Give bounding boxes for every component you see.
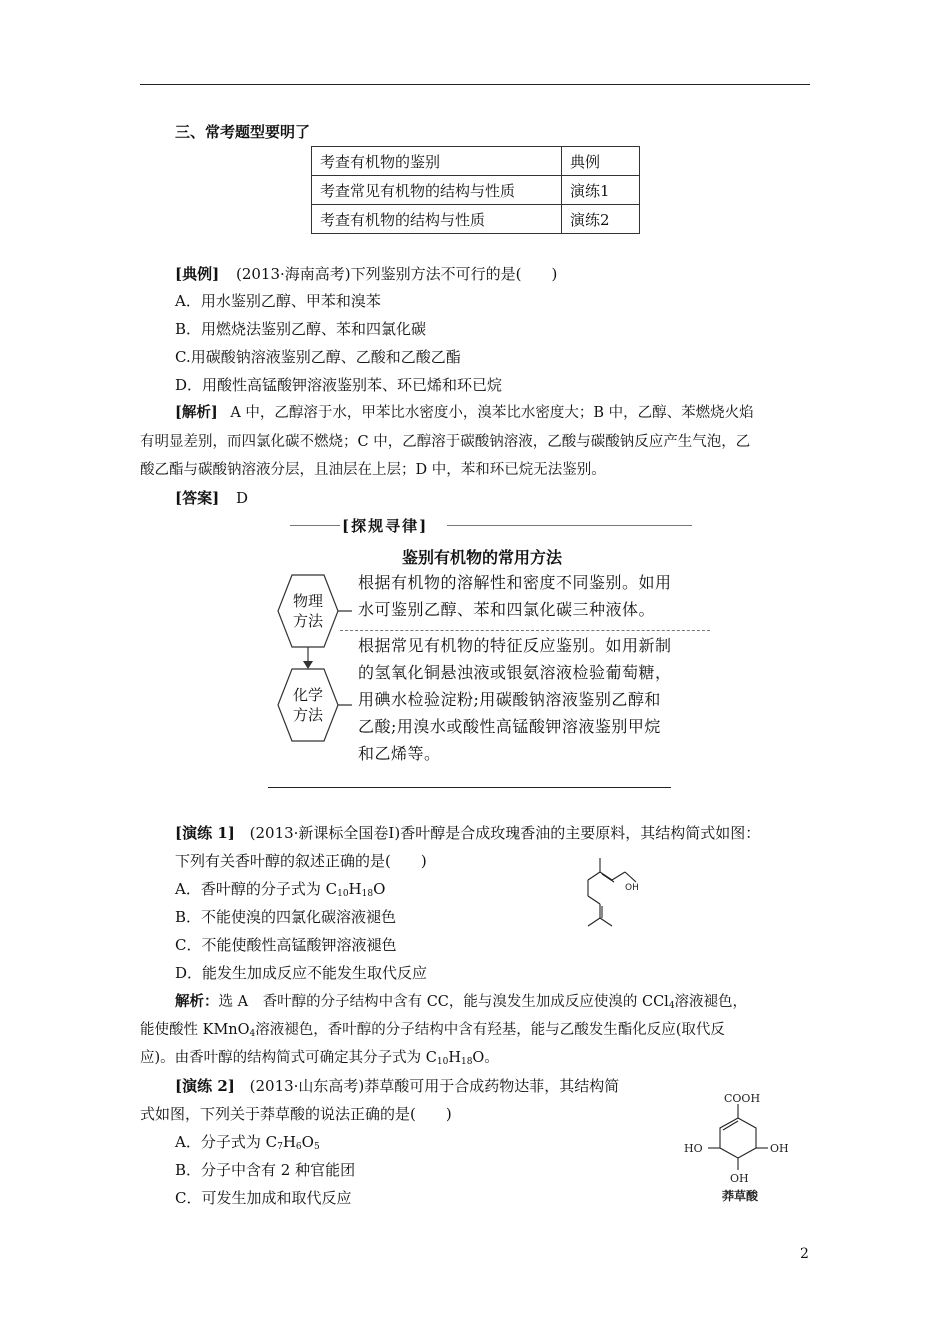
section-title: 三、常考题型要明了 xyxy=(175,123,311,141)
drill2-option-c: C．可发生加成和取代反应 xyxy=(175,1189,352,1207)
drill1-analysis-line xyxy=(140,1048,499,1072)
geraniol-structure xyxy=(570,852,650,942)
drill2-tag: [演练 2] xyxy=(175,1077,235,1095)
analysis-text: 能使酸性 KMnO xyxy=(140,1022,250,1038)
formula-part: O xyxy=(373,880,386,898)
chemical-line: 和乙烯等。 xyxy=(358,744,441,763)
formula-prefix: A．分子式为 C xyxy=(175,1133,278,1151)
question-type-table xyxy=(311,146,640,234)
tag-rule-right xyxy=(447,525,692,526)
table-cell: 典例 xyxy=(562,147,640,176)
shikimic-acid-structure xyxy=(680,1090,800,1210)
physical-line: 水可鉴别乙醇、苯和四氯化碳三种液体。 xyxy=(358,600,656,619)
example-stem: 下列鉴别方法不可行的是( ) xyxy=(350,265,558,283)
drill1-question: 下列有关香叶醇的叙述正确的是( ) xyxy=(175,852,427,870)
drill1-analysis-line xyxy=(140,1020,725,1044)
formula-part: H xyxy=(348,880,362,898)
drill1-header xyxy=(175,823,760,843)
oh-bottom-label: OH xyxy=(730,1172,749,1185)
table-cell: 考查有机物的结构与性质 xyxy=(312,205,562,234)
chemical-text xyxy=(358,632,710,767)
physical-line: 根据有机物的溶解性和密度不同鉴别。如用 xyxy=(358,573,672,592)
option-d: D．用酸性高锰酸钾溶液鉴别苯、环已烯和环已烷 xyxy=(175,376,503,394)
physical-label-2: 方法 xyxy=(292,612,323,630)
drill2-option-b: B．分子中含有 2 种官能团 xyxy=(175,1161,356,1179)
chemical-line: 的氢氧化铜悬浊液或银氨溶液检验葡萄糖， xyxy=(358,663,672,682)
example-tag: [典例] xyxy=(175,265,220,283)
formula-sub: 6 xyxy=(295,1142,302,1152)
cooh-label: COOH xyxy=(724,1092,761,1105)
answer-line xyxy=(175,488,248,508)
formula-sub: 10 xyxy=(436,1057,449,1067)
drill1-source: (2013·新课标全国卷Ⅰ) xyxy=(249,824,401,842)
analysis-text: 溶液褪色，香叶醇的分子结构中含有羟基，能与乙酸发生酯化反应(取代反 xyxy=(255,1022,725,1038)
physical-text xyxy=(358,569,710,623)
table-cell: 演练1 xyxy=(562,176,640,205)
formula-sub: 4 xyxy=(249,1029,256,1039)
analysis-line: 有明显差别，而四氯化碳不燃烧；C 中，乙醇溶于碳酸钠溶液，乙酸与碳酸钠反应产生气泡，乙 xyxy=(140,434,751,450)
table-cell: 考查有机物的鉴别 xyxy=(312,147,562,176)
drill2-source: (2013·山东高考) xyxy=(249,1077,365,1095)
page-number: 2 xyxy=(800,1246,809,1262)
drill2-intro: 莽草酸可用于合成药物达菲，其结构简 xyxy=(364,1077,620,1095)
formula-sub: 4 xyxy=(668,1001,675,1011)
analysis-tag: [解析] xyxy=(175,404,218,421)
drill1-option-d: D．能发生加成反应不能发生取代反应 xyxy=(175,964,428,982)
analysis-text: A 中，乙醇溶于水，甲苯比水密度小，溴苯比水密度大；B 中，乙醇、苯燃烧火焰 xyxy=(230,405,754,421)
ho-left-label: HO xyxy=(684,1142,703,1155)
header-rule xyxy=(140,84,810,85)
analysis-text: 选 A 香叶醇的分子结构中含有 CC，能与溴发生加成反应使溴的 CCl xyxy=(218,994,669,1010)
physical-label-1: 物理 xyxy=(292,592,323,610)
formula-part: H xyxy=(448,1050,461,1066)
option-c: C.用碳酸钠溶液鉴别乙醇、乙酸和乙酸乙酯 xyxy=(175,348,461,366)
method-tag-text: 探规寻律 xyxy=(351,517,420,535)
example-question xyxy=(175,264,557,284)
arrow-head xyxy=(303,661,313,669)
chemical-line: 乙酸;用溴水或酸性高锰酸钾溶液鉴别甲烷 xyxy=(358,717,661,736)
drill1-option-c: C．不能使酸性高锰酸钾溶液褪色 xyxy=(175,936,397,954)
analysis-text: 应)。由香叶醇的结构简式可确定其分子式为 C xyxy=(140,1050,437,1066)
table-row xyxy=(312,147,640,176)
chemical-line: 用碘水检验淀粉;用碳酸钠溶液鉴别乙醇和 xyxy=(358,690,661,709)
drill1-tag: [演练 1] xyxy=(175,824,235,842)
section-rule xyxy=(268,787,671,788)
table-cell: 考查常见有机物的结构与性质 xyxy=(312,176,562,205)
drill1-intro: 香叶醇是合成玫瑰香油的主要原料，其结构简式如图： xyxy=(400,824,761,842)
oh-right-label: OH xyxy=(770,1142,789,1155)
formula-sub: 18 xyxy=(361,889,374,899)
formula-sub: 5 xyxy=(313,1142,320,1152)
analysis-text: O。 xyxy=(472,1050,499,1066)
drill2-header xyxy=(175,1076,619,1096)
formula-prefix: A．香叶醇的分子式为 C xyxy=(175,880,338,898)
answer-value: D xyxy=(235,489,249,507)
drill1-analysis-line xyxy=(175,992,747,1016)
answer-tag: [答案] xyxy=(175,489,220,507)
oh-label: OH xyxy=(625,883,639,893)
formula-sub: 7 xyxy=(277,1142,283,1152)
method-box xyxy=(272,515,712,765)
method-title: 鉴别有机物的常用方法 xyxy=(402,548,563,567)
chemical-label-2: 方法 xyxy=(292,706,323,724)
formula-part: O xyxy=(301,1133,314,1151)
formula-sub: 10 xyxy=(337,889,349,899)
table-row xyxy=(312,176,640,205)
table-cell: 演练2 xyxy=(562,205,640,234)
drill2-option-a xyxy=(175,1132,320,1157)
drill1-analysis-tag: 解析： xyxy=(175,993,219,1010)
option-b: B．用燃烧法鉴别乙醇、苯和四氯化碳 xyxy=(175,320,427,338)
table-row xyxy=(312,205,640,234)
drill1-option-a xyxy=(175,879,385,904)
drill1-option-b: B．不能使溴的四氯化碳溶液褪色 xyxy=(175,908,397,926)
analysis-line: 酸乙酯与碳酸钠溶液分层，且油层在上层；D 中，苯和环已烷无法鉴别。 xyxy=(140,462,606,478)
chemical-label-1: 化学 xyxy=(292,686,323,704)
example-source: (2013·海南高考) xyxy=(235,265,351,283)
option-a: A．用水鉴别乙醇、甲苯和溴苯 xyxy=(175,292,381,310)
drill2-question: 式如图，下列关于莽草酸的说法正确的是( ) xyxy=(140,1105,452,1123)
formula-sub: 18 xyxy=(460,1057,473,1067)
method-divider xyxy=(340,630,710,631)
analysis-line xyxy=(175,403,754,423)
analysis-text: 溶液褪色， xyxy=(674,994,748,1010)
method-tag: [探规寻律] xyxy=(342,517,429,535)
formula-part: H xyxy=(282,1133,296,1151)
chemical-line: 根据常见有机物的特征反应鉴别。如用新制 xyxy=(358,636,672,655)
structure-name: 莽草酸 xyxy=(722,1189,759,1203)
tag-rule-left xyxy=(290,525,340,526)
